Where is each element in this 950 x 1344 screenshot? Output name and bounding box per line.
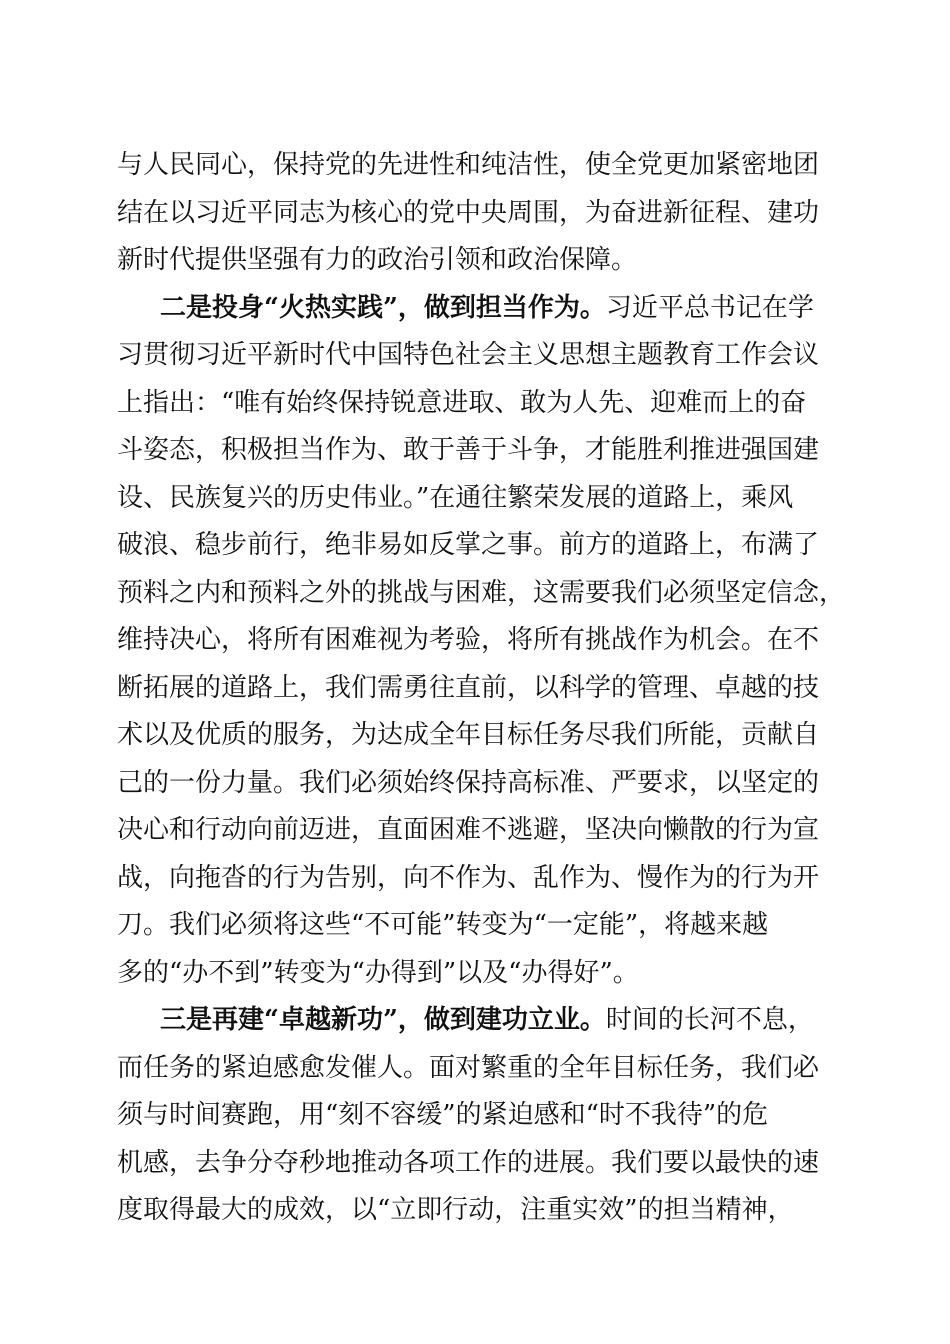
text-line: 结在以习近平同志为核心的党中央周围，为奋进新征程、建功 (117, 197, 820, 228)
text-line: 破浪、稳步前行，绝非易如反掌之事。前方的道路上，布满了 (117, 530, 820, 560)
text-line: 须与时间赛跑，用“刻不容缓”的紧迫感和“时不我待”的危 (117, 1100, 769, 1130)
text-line: 与人民同心，保持党的先进性和纯洁性，使全党更加紧密地团 (117, 150, 820, 180)
text-line: 度取得最大的成效，以“立即行动，注重实效”的担当精神， (117, 1195, 794, 1225)
text-line: 习贯彻习近平新时代中国特色社会主义思想主题教育工作会议 (117, 340, 820, 370)
text-line: 设、民族复兴的历史伟业。”在通往繁荣发展的道路上，乘风 (117, 482, 794, 513)
text-line: 刀。我们必须将这些“不可能”转变为“一定能”，将越来越 (117, 910, 769, 940)
paragraph-3 (117, 997, 832, 1235)
text-line: 斗姿态，积极担当作为、敢于善于斗争，才能胜利推进强国建 (117, 435, 820, 465)
text-line: 多的“办不到”转变为“办得到”以及“办得好”。 (117, 957, 639, 988)
text-line: 断拓展的道路上，我们需勇往直前，以科学的管理、卓越的技 (117, 672, 820, 703)
text-line: 机感，去争分夺秒地推动各项工作的进展。我们要以最快的速 (117, 1147, 820, 1178)
text-line: 术以及优质的服务，为达成全年目标任务尽我们所能，贡献自 (117, 720, 820, 750)
text-line: 维持决心，将所有困难视为考验，将所有挑战作为机会。在不 (117, 625, 820, 655)
text-line: 而任务的紧迫感愈发催人。面对繁重的全年目标任务，我们必 (117, 1052, 820, 1083)
text-line: 己的一份力量。我们必须始终保持高标准、严要求，以坚定的 (117, 767, 820, 798)
text-run: 习近平总书记在学 (605, 292, 814, 323)
text-line: 上指出：“唯有始终保持锐意进取、敢为人先、迎难而上的奋 (117, 387, 807, 418)
text-line (117, 997, 832, 1045)
text-line: 新时代提供坚强有力的政治引领和政治保障。 (117, 245, 638, 275)
text-line (117, 285, 832, 333)
text-line: 决心和行动向前迈进，直面困难不逃避，坚决向懒散的行为宣 (117, 815, 820, 845)
body-text (117, 142, 846, 1235)
paragraph-2 (117, 285, 846, 998)
paragraph-1 (117, 142, 832, 285)
paragraph-lead-heading: 二是投身“火热实践”，做到担当作为。 (160, 292, 606, 323)
text-line: 战，向拖沓的行为告别，向不作为、乱作为、慢作为的行为开 (117, 862, 820, 893)
paragraph-lead-heading: 三是再建“卓越新功”，做到建功立业。 (160, 1005, 606, 1035)
text-line: 预料之内和预料之外的挑战与困难，这需要我们必须坚定信念， (117, 577, 846, 608)
text-run: 时间的长河不息， (605, 1005, 814, 1035)
